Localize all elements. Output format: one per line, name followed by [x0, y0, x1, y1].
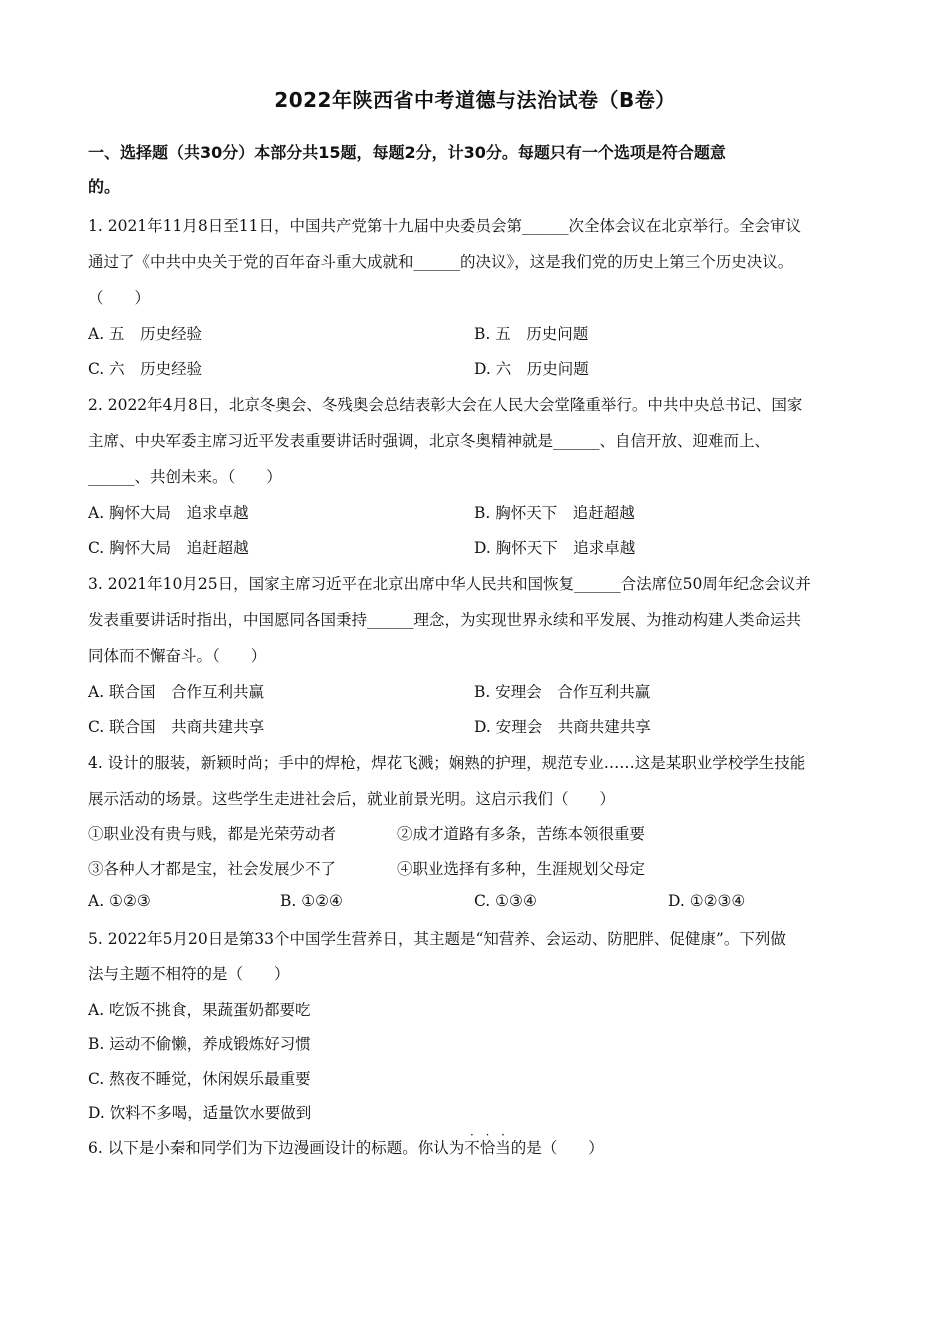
question-1-option-c: C. 六 历史经验 [88, 360, 203, 378]
question-6-text [88, 1128, 604, 1158]
question-6-text-after: 的是（ ） [510, 1139, 604, 1157]
question-4-statement-4: ④职业选择有多种，生涯规划父母定 [397, 860, 646, 878]
question-1-text: 通过了《中共中央关于党的百年奋斗重大成就和______的决议》，这是我们党的历史上第三个历史决议。 [88, 253, 794, 271]
question-4-option-a: A. ①②③ [88, 892, 151, 910]
question-5-option-b: B. 运动不偷懒，养成锻炼好习惯 [88, 1035, 311, 1053]
emphasis-char: · 恰 [479, 1128, 496, 1157]
section-heading [88, 136, 868, 204]
question-3-option-d: D. 安理会 共商共建共享 [474, 718, 651, 736]
question-2-text: ______、共创未来。（ ） [88, 468, 282, 486]
question-2-option-a: A. 胸怀大局 追求卓越 [88, 504, 249, 522]
question-5-text: 5. 2022年5月20日是第33个中国学生营养日，其主题是“知营养、会运动、防肥胖、促健康”。下列做 [88, 930, 786, 948]
question-5-option-d: D. 饮料不多喝，适量饮水要做到 [88, 1104, 312, 1122]
section-heading-line-2: 的。 [88, 177, 121, 196]
question-3-option-b: B. 安理会 合作互利共赢 [474, 683, 651, 701]
question-4-statement-2: ②成才道路有多条，苦练本领很重要 [397, 825, 646, 843]
emphasis-dot-icon: · [501, 1128, 505, 1142]
question-1-option-d: D. 六 历史问题 [474, 360, 589, 378]
page-title: 2022年陕西省中考道德与法治试卷（B卷） [274, 88, 676, 112]
question-4-statement-3: ③各种人才都是宝，社会发展少不了 [88, 860, 337, 878]
question-3-text: 3. 2021年10月25日，国家主席习近平在北京出席中华人民共和国恢复______合法席位50周年纪念会议并 [88, 575, 811, 593]
question-1-option-b: B. 五 历史问题 [474, 325, 589, 343]
section-heading-line-1: 一、选择题（共30分）本部分共15题，每题2分，计30分。每题只有一个选项是符合题意 [88, 143, 726, 162]
emphasis-char: · 不 [464, 1128, 480, 1157]
question-5-text: 法与主题不相符的是（ ） [88, 965, 290, 983]
question-3-text: 发表重要讲话时指出，中国愿同各国秉持______理念，为实现世界永续和平发展、为推动构建人类命运共 [88, 611, 802, 629]
question-2-text: 2. 2022年4月8日，北京冬奥会、冬残奥会总结表彰大会在人民大会堂隆重举行。中共中央总书记、国家 [88, 396, 803, 414]
question-1-text: 1. 2021年11月8日至11日，中国共产党第十九届中央委员会第______次全体会议在北京举行。全会审议 [88, 217, 801, 235]
question-3-text: 同体而不懈奋斗。（ ） [88, 647, 267, 665]
question-4-statement-1: ①职业没有贵与贱，都是光荣劳动者 [88, 825, 337, 843]
question-5-option-c: C. 熬夜不睡觉，休闲娱乐最重要 [88, 1070, 311, 1088]
question-4-option-d: D. ①②③④ [668, 892, 746, 910]
question-4-text: 4. 设计的服装，新颖时尚；手中的焊枪，焊花飞溅；娴熟的护理，规范专业……这是某职业学校学生技能 [88, 754, 806, 772]
question-2-option-c: C. 胸怀大局 追赶超越 [88, 539, 249, 557]
question-2-option-b: B. 胸怀天下 追赶超越 [474, 504, 635, 522]
question-2-option-d: D. 胸怀天下 追求卓越 [474, 539, 636, 557]
question-6-text-before: 6. 以下是小秦和同学们为下边漫画设计的标题。你认为 [88, 1139, 465, 1157]
question-5-option-a: A. 吃饭不挑食，果蔬蛋奶都要吃 [88, 1001, 311, 1019]
question-4-option-c: C. ①③④ [474, 892, 537, 910]
emphasis-dot-icon: · [470, 1128, 474, 1142]
question-4-option-b: B. ①②④ [280, 892, 343, 910]
question-1-text: （ ） [88, 289, 151, 307]
question-1-option-a: A. 五 历史经验 [88, 325, 203, 343]
question-3-option-c: C. 联合国 共商共建共享 [88, 718, 265, 736]
emphasis-char: · 当 [495, 1128, 511, 1157]
question-4-text: 展示活动的场景。这些学生走进社会后，就业前景光明。这启示我们（ ） [88, 790, 616, 808]
emphasis-dot-icon: · [485, 1128, 490, 1142]
question-3-option-a: A. 联合国 合作互利共赢 [88, 683, 265, 701]
question-2-text: 主席、中央军委主席习近平发表重要讲话时强调，北京冬奥精神就是______、自信开放、迎难而上、 [88, 432, 771, 450]
